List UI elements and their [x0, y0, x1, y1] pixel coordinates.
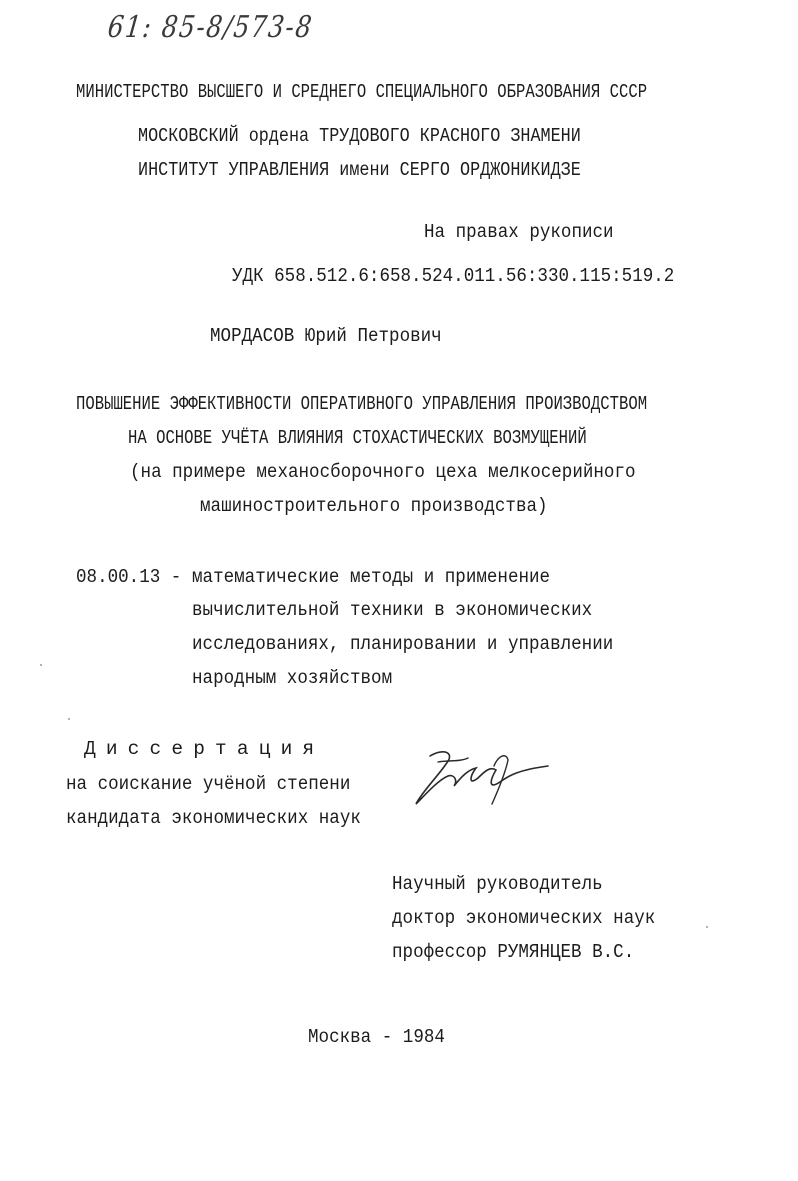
dissertation-field-line: кандидата экономических наук: [66, 807, 361, 829]
scan-speck: [40, 664, 42, 666]
scan-speck: [68, 718, 70, 720]
title-line-4: машиностроительного производства): [200, 495, 548, 517]
scan-speck: [706, 926, 708, 928]
dissertation-label: Диссертация: [84, 738, 325, 760]
supervisor-degree: доктор экономических наук: [392, 907, 656, 929]
specialty-line-4: народным хозяйством: [192, 667, 393, 689]
specialty-line-1: математические методы и применение: [192, 566, 551, 588]
dissertation-degree-line: на соискание учёной степени: [66, 773, 351, 795]
supervisor-title: Научный руководитель: [392, 873, 603, 895]
author-name: МОРДАСОВ Юрий Петрович: [210, 325, 442, 347]
specialty-line-2: вычислительной техники в экономических: [192, 599, 593, 621]
title-line-3: (на примере механосборочного цеха мелкосерийного: [130, 461, 636, 483]
archive-number-handwritten: 61: 85-8/573-8: [105, 10, 315, 45]
udc-code: УДК 658.512.6:658.524.011.56:330.115:519.2: [232, 265, 675, 287]
specialty-code: 08.00.13 -: [76, 566, 182, 588]
specialty-line-3: исследованиях, планировании и управлении: [192, 633, 614, 655]
ministry-heading: МИНИСТЕРСТВО ВЫСШЕГО И СРЕДНЕГО СПЕЦИАЛЬНОГО ОБРАЗОВАНИЯ СССР: [76, 81, 648, 103]
manuscript-rights: На правах рукописи: [424, 221, 614, 243]
title-line-2: НА ОСНОВЕ УЧЁТА ВЛИЯНИЯ СТОХАСТИЧЕСКИХ ВОЗМУЩЕНИЙ: [128, 427, 587, 449]
title-line-1: ПОВЫШЕНИЕ ЭФФЕКТИВНОСТИ ОПЕРАТИВНОГО УПРАВЛЕНИЯ ПРОИЗВОДСТВОМ: [76, 393, 648, 415]
institute-line-2: ИНСТИТУТ УПРАВЛЕНИЯ имени СЕРГО ОРДЖОНИКИДЗЕ: [138, 159, 581, 181]
signature: [408, 746, 558, 816]
place-and-year: Москва - 1984: [308, 1026, 445, 1048]
supervisor-name: профессор РУМЯНЦЕВ В.С.: [392, 941, 635, 963]
institute-line-1: МОСКОВСКИЙ ордена ТРУДОВОГО КРАСНОГО ЗНАМЕНИ: [138, 125, 581, 147]
